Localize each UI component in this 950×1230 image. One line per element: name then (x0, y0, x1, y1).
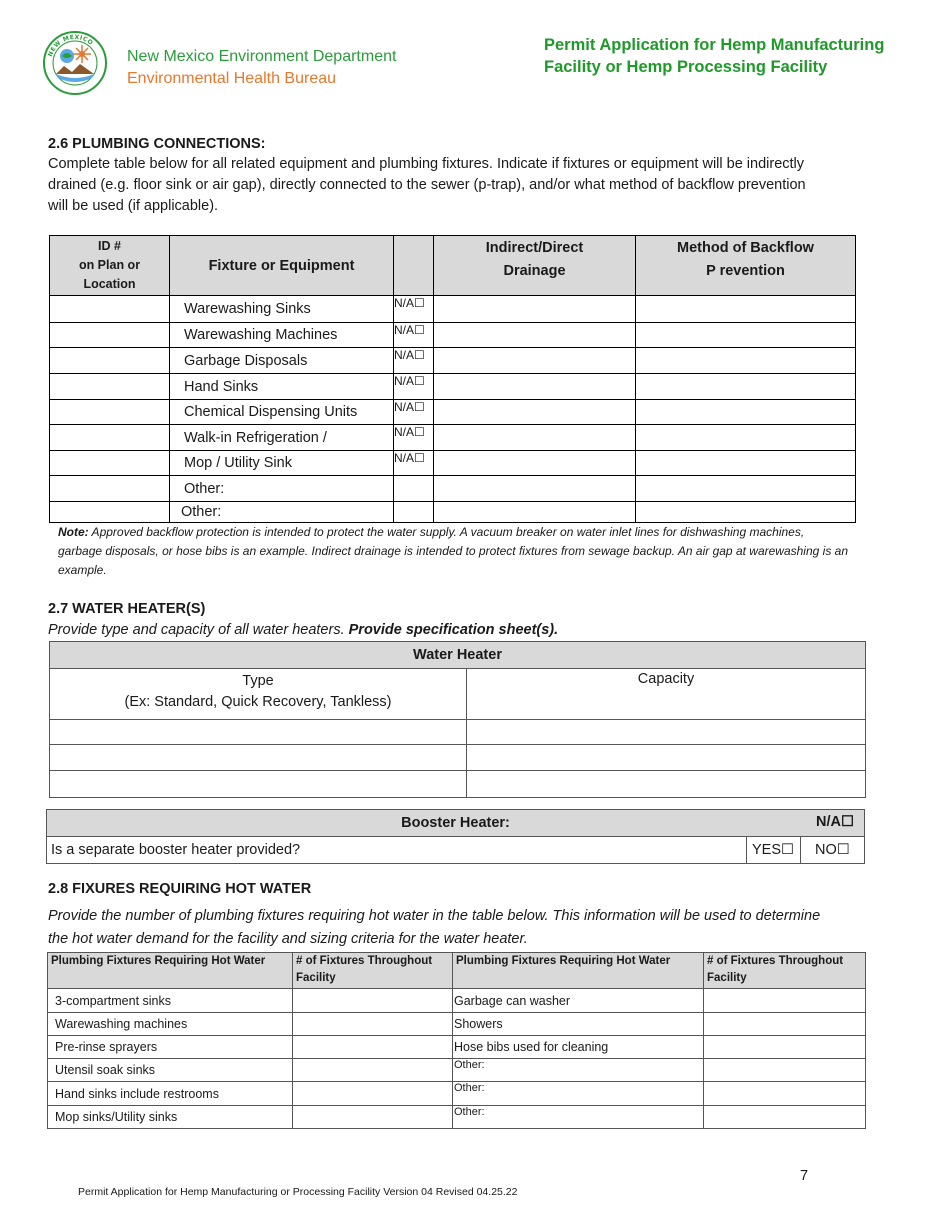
plumbing-row (50, 476, 856, 502)
hot-water-row (48, 1082, 866, 1106)
col-header-fixture: Fixture or Equipment (170, 236, 394, 296)
drainage-input-cell[interactable] (434, 348, 636, 374)
hot-fixture-right: Hose bibs used for cleaning (453, 1036, 704, 1059)
section-heading-water-heater: 2.7 WATER HEATER(S) (48, 601, 206, 617)
hot-fixture-right: Showers (453, 1013, 704, 1036)
plumbing-note: Note: Approved backflow protection is intended to protect the water supply. A vacuum breaker on water inlet lines for dishwashing machines, garbage disposals, or hose bibs is an example. Indirect drainage is intended to protect fixtures from sewage backup. An air gap at warewashing is an example. (58, 525, 849, 577)
hot-count-left-input[interactable] (293, 1082, 453, 1106)
id-input-cell[interactable] (50, 323, 170, 348)
hot-fixture-left: Hand sinks include restrooms (48, 1082, 293, 1106)
na-checkbox (394, 476, 434, 502)
col-header-na (394, 236, 434, 296)
fixture-name: Warewashing Machines (170, 323, 394, 348)
hot-count-left-input[interactable] (293, 1106, 453, 1129)
drainage-input-cell[interactable] (434, 451, 636, 476)
drainage-input-cell[interactable] (434, 502, 636, 523)
na-checkbox (394, 502, 434, 523)
booster-heater-title: Booster Heater: (401, 815, 510, 831)
type-input-cell[interactable] (50, 745, 467, 771)
hot-count-right-input[interactable] (704, 1106, 866, 1129)
title-line-1: Permit Application for Hemp Manufacturing (544, 36, 885, 54)
id-input-cell[interactable] (50, 374, 170, 400)
booster-heater-table (46, 809, 865, 864)
hot-count-right-input[interactable] (704, 1013, 866, 1036)
document-title (544, 34, 934, 78)
org-name: New Mexico Environment Department (127, 48, 397, 65)
na-checkbox[interactable]: N/A☐ (394, 374, 434, 400)
hot-water-row (48, 989, 866, 1013)
type-input-cell[interactable] (50, 771, 467, 798)
fixture-name: Chemical Dispensing Units (170, 400, 394, 425)
footer-text: Permit Application for Hemp Manufacturing or Processing Facility Version 04 Revised 04.25.22 (78, 1186, 518, 1198)
hot-count-left-input[interactable] (293, 1013, 453, 1036)
plumbing-row (50, 323, 856, 348)
hot-water-row (48, 1036, 866, 1059)
hot-count-right-input[interactable] (704, 1082, 866, 1106)
hot-count-right-input[interactable] (704, 989, 866, 1013)
booster-yes-checkbox[interactable]: YES☐ (747, 837, 801, 864)
drainage-input-cell[interactable] (434, 476, 636, 502)
hot-count-left-input[interactable] (293, 989, 453, 1013)
id-input-cell[interactable] (50, 502, 170, 523)
plumbing-row (50, 451, 856, 476)
drainage-input-cell[interactable] (434, 296, 636, 323)
plumbing-table (49, 235, 856, 523)
backflow-input-cell[interactable] (636, 374, 856, 400)
plumbing-row (50, 348, 856, 374)
col-header-backflow: Method of Backflow P revention (636, 236, 856, 296)
hot-count-right-input[interactable] (704, 1036, 866, 1059)
hot-fixture-right: Other: (453, 1106, 704, 1129)
hot-count-left-input[interactable] (293, 1059, 453, 1082)
title-line-2: Facility or Hemp Processing Facility (544, 58, 828, 76)
na-checkbox[interactable]: N/A☐ (394, 296, 434, 323)
col-header-drainage: Indirect/Direct Drainage (434, 236, 636, 296)
na-checkbox[interactable]: N/A☐ (394, 348, 434, 374)
drainage-input-cell[interactable] (434, 323, 636, 348)
plumbing-row (50, 400, 856, 425)
plumbing-row (50, 502, 856, 523)
hot-water-instruction: Provide the number of plumbing fixtures requiring hot water in the table below. This information will be used to determine the hot water demand for the facility and sizing criteria for the water heater. (48, 908, 821, 947)
plumbing-intro: Complete table below for all related equipment and plumbing fixtures. Indicate if fixtures or equipment will be indirectly drained (e.g. floor sink or air gap), directly connected to the sewer (p-trap), and/or what method of backflow prevention will be used (if applicable). (48, 156, 806, 214)
water-heater-instruction: Provide type and capacity of all water heaters. Provide specification sheet(s). (48, 622, 559, 638)
hot-count-left-input[interactable] (293, 1036, 453, 1059)
fixture-name: Hand Sinks (170, 374, 394, 400)
capacity-input-cell[interactable] (467, 720, 866, 745)
hot-fixture-left: 3-compartment sinks (48, 989, 293, 1013)
booster-na-checkbox[interactable]: N/A☐ (816, 814, 854, 830)
hot-water-row (48, 1059, 866, 1082)
capacity-input-cell[interactable] (467, 745, 866, 771)
id-input-cell[interactable] (50, 476, 170, 502)
hot-fixture-right: Other: (453, 1082, 704, 1106)
plumbing-row (50, 425, 856, 451)
backflow-input-cell[interactable] (636, 348, 856, 374)
hot-water-table (47, 952, 866, 1129)
na-checkbox[interactable]: N/A☐ (394, 400, 434, 425)
id-input-cell[interactable] (50, 348, 170, 374)
id-input-cell[interactable] (50, 296, 170, 323)
hot-count-right-input[interactable] (704, 1059, 866, 1082)
id-input-cell[interactable] (50, 400, 170, 425)
na-checkbox[interactable]: N/A☐ (394, 323, 434, 348)
hot-fixture-left: Warewashing machines (48, 1013, 293, 1036)
plumbing-row (50, 296, 856, 323)
fixture-name: Warewashing Sinks (170, 296, 394, 323)
hot-fixture-right: Other: (453, 1059, 704, 1082)
na-checkbox[interactable]: N/A☐ (394, 451, 434, 476)
bureau-name: Environmental Health Bureau (127, 70, 337, 87)
page-number: 7 (800, 1168, 809, 1184)
fixture-name: Other: (170, 502, 394, 523)
drainage-input-cell[interactable] (434, 400, 636, 425)
backflow-input-cell[interactable] (636, 476, 856, 502)
hot-water-row (48, 1013, 866, 1036)
fixture-name: Other: (170, 476, 394, 502)
hot-col-header-1: Plumbing Fixtures Requiring Hot Water (48, 953, 293, 989)
col-header-id: ID # on Plan or Location (50, 236, 170, 296)
backflow-input-cell[interactable] (636, 502, 856, 523)
booster-heater-header (47, 810, 865, 837)
section-heading-plumbing: 2.6 PLUMBING CONNECTIONS: (48, 136, 266, 152)
plumbing-row (50, 374, 856, 400)
section-heading-hot-water: 2.8 FIXURES REQUIRING HOT WATER (48, 881, 312, 897)
hot-col-header-3: Plumbing Fixtures Requiring Hot Water (453, 953, 704, 989)
col-header-capacity: Capacity (467, 669, 866, 720)
hot-fixture-left: Pre-rinse sprayers (48, 1036, 293, 1059)
fixture-name: Mop / Utility Sink (170, 451, 394, 476)
fixture-name: Walk-in Refrigeration / (170, 425, 394, 451)
booster-no-checkbox[interactable]: NO☐ (801, 837, 865, 864)
hot-col-header-4: # of Fixtures Throughout Facility (704, 953, 866, 989)
hot-fixture-left: Utensil soak sinks (48, 1059, 293, 1082)
drainage-input-cell[interactable] (434, 374, 636, 400)
type-input-cell[interactable] (50, 720, 467, 745)
capacity-input-cell[interactable] (467, 771, 866, 798)
col-header-type: Type (Ex: Standard, Quick Recovery, Tankless) (50, 669, 467, 720)
hot-water-row (48, 1106, 866, 1129)
hot-fixture-right: Garbage can washer (453, 989, 704, 1013)
drainage-input-cell[interactable] (434, 425, 636, 451)
booster-question: Is a separate booster heater provided? (47, 837, 747, 864)
hot-fixture-left: Mop sinks/Utility sinks (48, 1106, 293, 1129)
backflow-input-cell[interactable] (636, 451, 856, 476)
svg-text:NEW MEXICO: NEW MEXICO (46, 33, 95, 58)
water-heater-table-title: Water Heater (50, 642, 866, 669)
na-checkbox[interactable]: N/A☐ (394, 425, 434, 451)
backflow-input-cell[interactable] (636, 400, 856, 425)
id-input-cell[interactable] (50, 451, 170, 476)
hot-col-header-2: # of Fixtures Throughout Facility (293, 953, 453, 989)
nmed-logo (42, 30, 108, 96)
backflow-input-cell[interactable] (636, 425, 856, 451)
fixture-name: Garbage Disposals (170, 348, 394, 374)
water-heater-table (49, 641, 866, 798)
backflow-input-cell[interactable] (636, 296, 856, 323)
id-input-cell[interactable] (50, 425, 170, 451)
backflow-input-cell[interactable] (636, 323, 856, 348)
